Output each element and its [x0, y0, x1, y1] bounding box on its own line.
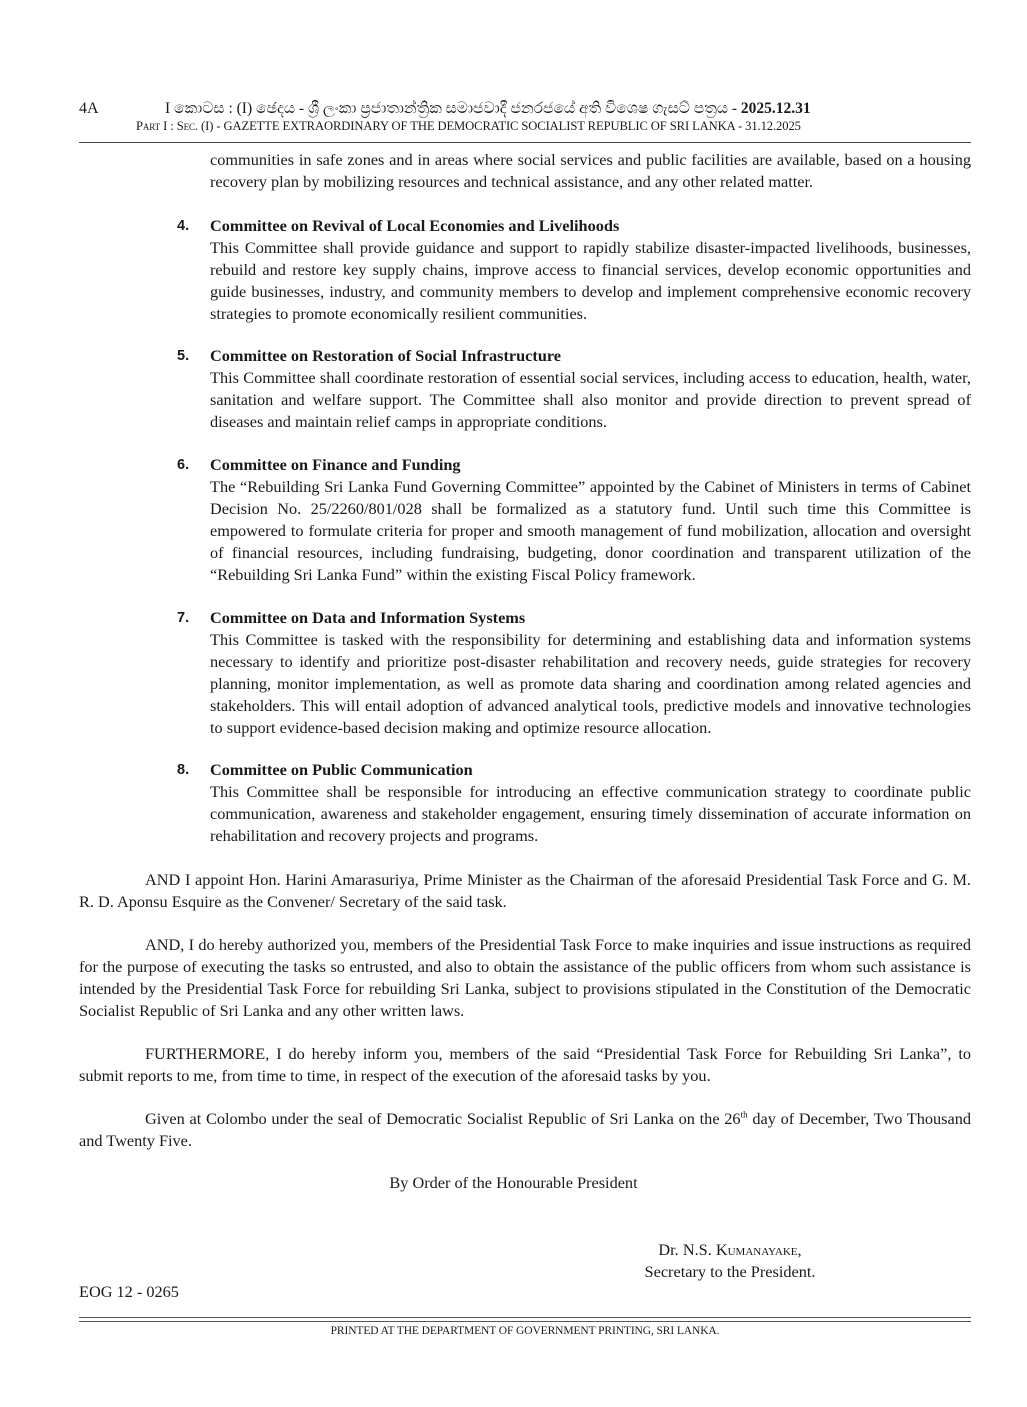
committee-number: 4. [177, 218, 190, 234]
signature-block [580, 1239, 880, 1283]
continuation-text: communities in safe zones and in areas where social services and public facilities are available, based on a housing recovery plan by mobilizing resources and technical assistance, and any other related matter. [210, 150, 971, 191]
committee-title: Committee on Data and Information Systems [210, 608, 526, 627]
english-part-label: Part I : Sec. [136, 119, 198, 133]
committee-body: This Committee is tasked with the responsibility for determining and establishing data and information systems necessary to identify and prioritize post-disaster rehabilitation and recovery needs, guide strategies for recovery planning, monitor implementation, as well as promote data sharing and coordination among related agencies and stakeholders. This will entail adoption of advanced analytical tools, predictive models and innovative technologies to support evidence-based decision making and optimize resource allocation. [210, 630, 971, 737]
committee-title: Committee on Public Communication [210, 760, 473, 779]
header-divider [79, 142, 971, 143]
committee-number: 5. [177, 348, 190, 364]
committee-title: Committee on Finance and Funding [210, 455, 461, 474]
committee-body: This Committee shall be responsible for introducing an effective communication strategy to coordinate public communication, awareness and stakeholder engagement, ensuring timely dissemination of accurate information on rehabilitation and recovery projects and programs. [210, 782, 971, 845]
given-at-paragraph [79, 1108, 971, 1152]
english-title: (I) - GAZETTE EXTRAORDINARY OF THE DEMOCRATIC SOCIALIST REPUBLIC OF SRI LANKA - 31.12.2025 [197, 119, 801, 133]
english-header [136, 119, 801, 134]
sinhala-header [165, 100, 975, 118]
footer-divider [79, 1317, 971, 1318]
reference-number: EOG 12 - 0265 [79, 1282, 179, 1301]
committee-title: Committee on Restoration of Social Infrastructure [210, 346, 562, 365]
order-line: By Order of the Honourable President [389, 1173, 638, 1192]
committee-body: This Committee shall provide guidance and support to rapidly stabilize disaster-impacted livelihoods, businesses, rebuild and restore key supply chains, improve access to financial services, develop economic opportunities and guide businesses, industry, and community members to develop and implement comprehensive economic recovery strategies to promote economically resilient communities. [210, 238, 971, 323]
sinhala-date: 2025.12.31 [740, 100, 811, 117]
given-text: Given at Colombo under the seal of Democratic Socialist Republic of Sri Lanka on the 26 [145, 1109, 741, 1128]
committee-number: 7. [177, 610, 190, 626]
reporting-paragraph: FURTHERMORE, I do hereby inform you, members of the said “Presidential Task Force for Rebuilding Sri Lanka”, to submit reports to me, from time to time, in respect of the execution of the aforesaid tasks by you. [79, 1044, 971, 1085]
appointment-paragraph: AND I appoint Hon. Harini Amarasuriya, Prime Minister as the Chairman of the aforesaid Presidential Task Force and G. M. R. D. Aponsu Esquire as the Convener/ Secretary of the said task. [79, 870, 971, 911]
given-text-end: day of December, Two Thousand and Twenty Five. [79, 1109, 971, 1150]
printer-imprint: PRINTED AT THE DEPARTMENT OF GOVERNMENT PRINTING, SRI LANKA. [330, 1325, 720, 1337]
committee-title: Committee on Revival of Local Economies and Livelihoods [210, 216, 620, 235]
authorization-paragraph: AND, I do hereby authorized you, members of the Presidential Task Force to make inquiries and issue instructions as required for the purpose of executing the tasks so entrusted, and also to obtain the assistance of the public officers from whom such assistance is intended by the Presidential Task Force for rebuilding Sri Lanka, subject to provisions stipulated in the Constitution of the Democratic Socialist Republic of Sri Lanka and any other written laws. [79, 935, 971, 1020]
committee-number: 6. [177, 457, 190, 473]
signatory-name: Dr. N.S. Kumanayake, [658, 1240, 802, 1259]
page-number: 4A [79, 100, 99, 117]
committee-body: This Committee shall coordinate restoration of essential social services, including access to education, health, water, sanitation and welfare support. The Committee shall also monitor and provide direction to prevent spread of diseases and maintain relief camps in appropriate conditions. [210, 368, 971, 431]
committee-body: The “Rebuilding Sri Lanka Fund Governing Committee” appointed by the Cabinet of Ministers in terms of Cabinet Decision No. 25/2260/801/028 shall be formalized as a statutory fund. Until such time this Committee is empowered to formulate criteria for proper and smooth management of fund mobilization, allocation and oversight of financial resources, including fundraising, budgeting, donor coordination and transparent utilization of the “Rebuilding Sri Lanka Fund” within the existing Fiscal Policy framework. [210, 477, 971, 584]
sinhala-title: I කොටස : (I) ඡෙදය - ශ්‍රී ලංකා ප්‍රජාතාන්ත්‍රික සමාජවාදී ජනරජයේ අති විශෙෂ ගැසට් පත්‍රය - [165, 100, 738, 117]
footer-divider [79, 1321, 971, 1322]
ordinal-suffix: th [740, 1109, 748, 1120]
signatory-title: Secretary to the President. [644, 1262, 816, 1281]
committee-number: 8. [177, 762, 190, 778]
